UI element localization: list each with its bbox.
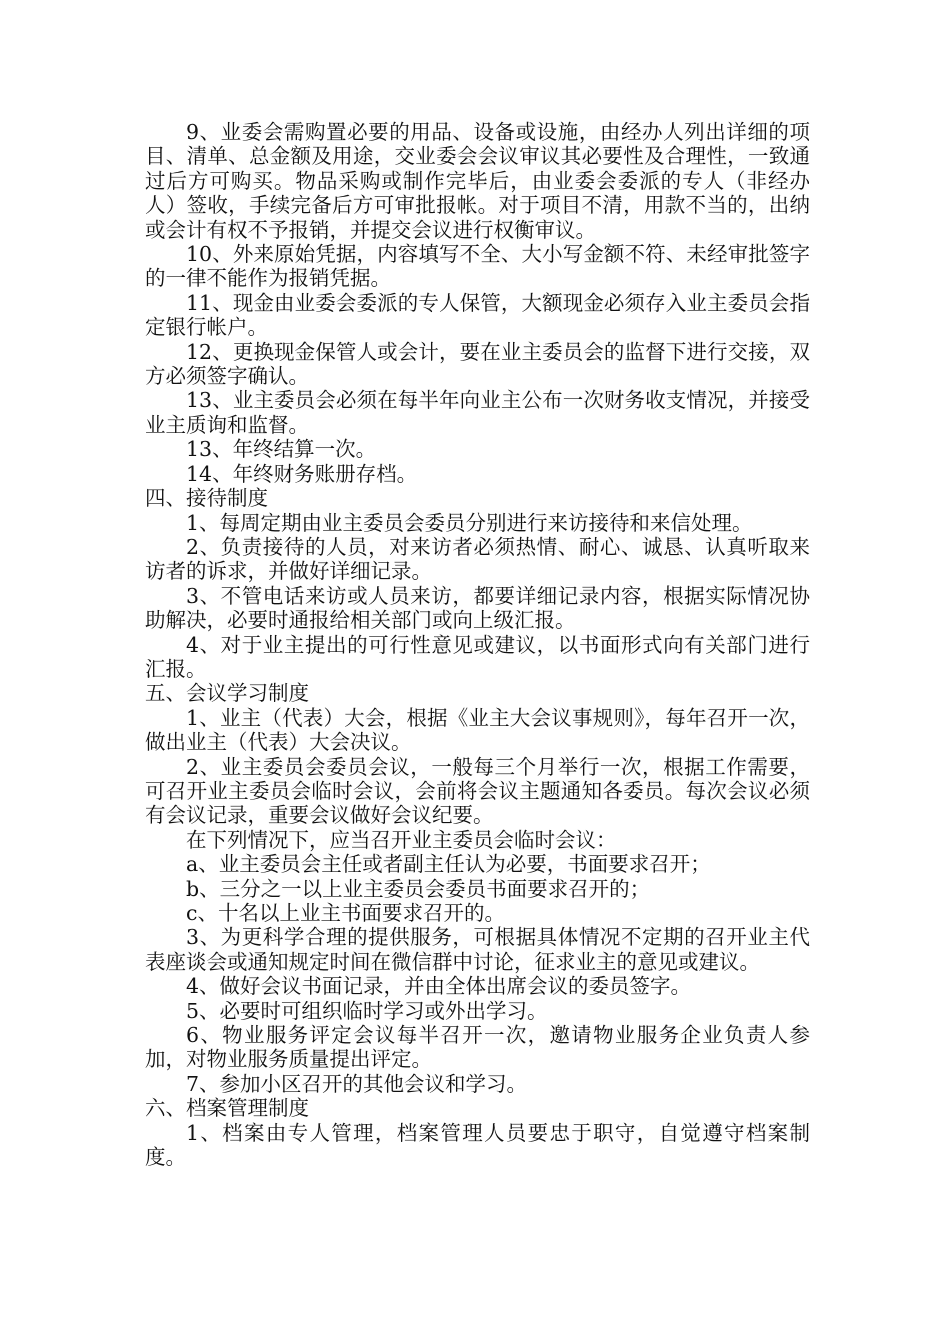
paragraph-finance-item-11: 11、现金由业委会委派的专人保管，大额现金必须存入业主委员会指定银行帐户。 xyxy=(145,290,810,340)
document-body xyxy=(145,120,810,1169)
paragraph-finance-item-12: 12、更换现金保管人或会计，要在业主委员会的监督下进行交接，双方必须签字确认。 xyxy=(145,339,810,389)
paragraph-finance-item-13: 13、业主委员会必须在每半年向业主公布一次财务收支情况，并接受业主质询和监督。 xyxy=(145,388,810,437)
section-heading-meetings: 五、会议学习制度 xyxy=(145,681,309,706)
paragraph-meeting-condition-b: b、三分之一以上业主委员会委员书面要求召开的； xyxy=(186,876,651,901)
paragraph-meeting-conditions-intro: 在下列情况下，应当召开业主委员会临时会议： xyxy=(186,827,617,852)
paragraph-reception-item-3: 3、不管电话来访或人员来访，都要详细记录内容，根据实际情况协助解决，必要时通报给相关部门或向上级汇报。 xyxy=(145,583,810,633)
paragraph-meeting-item-4: 4、做好会议书面记录，并由全体出席会议的委员签字。 xyxy=(186,974,692,999)
section-heading-reception: 四、接待制度 xyxy=(145,486,268,511)
paragraph-meeting-condition-a: a、业主委员会主任或者副主任认为必要，书面要求召开； xyxy=(186,852,711,877)
section-heading-archives: 六、档案管理制度 xyxy=(145,1096,309,1121)
paragraph-meeting-item-3: 3、为更科学合理的提供服务，可根据具体情况不定期的召开业主代表座谈会或通知规定时间在微信群中讨论，征求业主的意见或建议。 xyxy=(145,925,810,974)
paragraph-finance-item-13b: 13、年终结算一次。 xyxy=(186,437,377,462)
paragraph-meeting-item-1: 1、业主（代表）大会，根据《业主大会议事规则》，每年召开一次，做出业主（代表）大会决议。 xyxy=(145,705,810,755)
paragraph-finance-item-10: 10、外来原始凭据，内容填写不全、大小写金额不符、未经审批签字的一律不能作为报销凭据。 xyxy=(145,242,810,291)
paragraph-finance-item-14: 14、年终财务账册存档。 xyxy=(186,461,418,486)
paragraph-reception-item-2: 2、负责接待的人员，对来访者必须热情、耐心、诚恳、认真听取来访者的诉求，并做好详细记录。 xyxy=(145,534,810,584)
paragraph-reception-item-1: 1、每周定期由业主委员会委员分别进行来访接待和来信处理。 xyxy=(186,510,753,535)
paragraph-finance-item-9: 9、业委会需购置必要的用品、设备或设施，由经办人列出详细的项目、清单、总金额及用途，交业委会会议审议其必要性及合理性，一致通过后方可购买。物品采购或制作完毕后，由业委会委派的专人（非经办人）签收，手续完备后方可审批报帐。对于项目不清，用款不当的，出纳或会计有权不予报销，并提交会议进行权衡审议。 xyxy=(145,120,810,242)
paragraph-meeting-item-6: 6、物业服务评定会议每半召开一次，邀请物业服务企业负责人参加，对物业服务质量提出评定。 xyxy=(145,1023,810,1072)
paragraph-meeting-item-7: 7、参加小区召开的其他会议和学习。 xyxy=(186,1071,528,1096)
paragraph-meeting-item-5: 5、必要时可组织临时学习或外出学习。 xyxy=(186,998,548,1023)
paragraph-meeting-condition-c: c、十名以上业主书面要求召开的。 xyxy=(186,901,505,925)
paragraph-reception-item-4: 4、对于业主提出的可行性意见或建议，以书面形式向有关部门进行汇报。 xyxy=(145,632,810,681)
paragraph-archive-item-1: 1、档案由专人管理，档案管理人员要忠于职守，自觉遵守档案制度。 xyxy=(145,1120,810,1170)
paragraph-meeting-item-2: 2、业主委员会委员会议，一般每三个月举行一次，根据工作需要，可召开业主委员会临时会议，会前将会议主题通知各委员。每次会议必须有会议记录，重要会议做好会议纪要。 xyxy=(145,754,810,828)
